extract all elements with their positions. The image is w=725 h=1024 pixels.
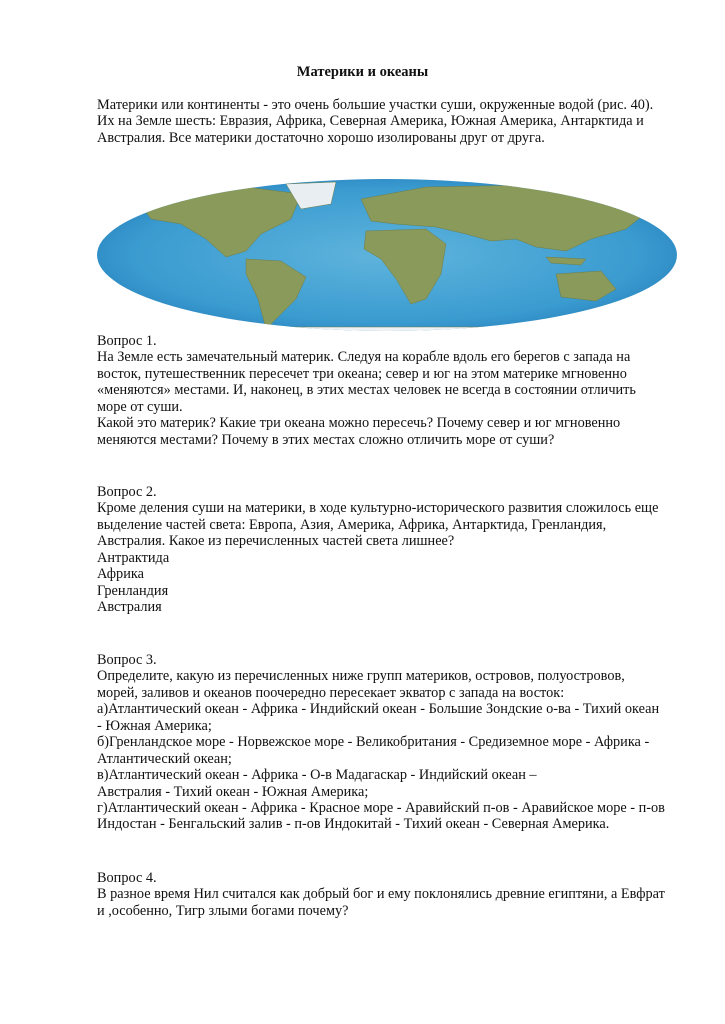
text-line: меняются местами? Почему в этих местах сложно отличить море от суши? xyxy=(97,431,555,448)
text-line: море от суши. xyxy=(97,398,183,415)
text-line: Определите, какую из перечисленных ниже групп материков, островов, полуостровов, xyxy=(97,668,625,685)
text-line: Австралия. Какое из перечисленных частей света лишнее? xyxy=(97,533,455,550)
answer-option: б)Гренландское море - Норвежское море - Великобритания - Средиземное море - Африка - xyxy=(97,734,650,751)
answer-option: - Южная Америка; xyxy=(97,717,212,734)
question-heading: Вопрос 4. xyxy=(97,870,157,886)
answer-option: Африка xyxy=(97,566,144,583)
text-line: восток, путешественник пересечет три океана; север и юг на этом материке мгновенно xyxy=(97,365,627,382)
text-line: морей, заливов и океанов поочередно пересекает экватор с запада на восток: xyxy=(97,684,565,701)
text-line: В разное время Нил считался как добрый бог и ему поклонялись древние египтяни, а Евфрат xyxy=(97,886,665,903)
question-1 xyxy=(97,333,636,448)
page-title: Материки и океаны xyxy=(296,64,429,80)
text-line: выделение частей света: Европа, Азия, Америка, Африка, Антарктида, Гренландия, xyxy=(97,516,607,533)
text-line: Материки или континенты - это очень большие участки суши, окруженные водой (рис. 40). xyxy=(97,97,654,113)
question-heading: Вопрос 3. xyxy=(97,652,157,668)
answer-option: г)Атлантический океан - Африка - Красное море - Аравийский п-ов - Аравийское море - п-ов xyxy=(97,799,665,816)
answer-option: Гренландия xyxy=(97,582,169,599)
antarctica xyxy=(116,327,656,332)
answer-option: Австралия xyxy=(97,599,162,616)
text-line: Кроме деления суши на материки, в ходе культурно-исторического развития сложилось еще xyxy=(97,500,659,517)
answer-option: Атлантический океан; xyxy=(97,750,232,767)
question-3 xyxy=(97,652,665,833)
question-heading: Вопрос 2. xyxy=(97,484,157,500)
question-heading: Вопрос 1. xyxy=(97,333,157,349)
text-line: «меняются» местами. И, наконец, в этих местах человек не всегда в состоянии отличить xyxy=(97,382,636,399)
text-line: Какой это материк? Какие три океана можно пересечь? Почему север и юг мгновенно xyxy=(97,415,621,432)
answer-option: Антрактида xyxy=(97,549,170,566)
question-4 xyxy=(97,870,665,919)
answer-option: в)Атлантический океан - Африка - О-в Мадагаскар - Индийский океан – xyxy=(97,767,537,784)
text-line: и ,особенно, Тигр злыми богами почему? xyxy=(97,902,349,919)
intro-paragraph xyxy=(97,97,653,146)
text-line: Их на Земле шесть: Евразия, Африка, Северная Америка, Южная Америка, Антарктида и xyxy=(97,113,644,130)
world-map-image xyxy=(96,179,678,332)
answer-option: Индостан - Бенгальский залив - п-ов Индокитай - Тихий океан - Северная Америка. xyxy=(97,816,610,833)
answer-option: Австралия - Тихий океан - Южная Америка; xyxy=(97,783,369,800)
text-line: Австралия. Все материки достаточно хорошо изолированы друг от друга. xyxy=(97,129,545,146)
answer-option: а)Атлантический океан - Африка - Индийский океан - Большие Зондские о-ва - Тихий океан xyxy=(97,701,660,718)
text-line: На Земле есть замечательный материк. Следуя на корабле вдоль его берегов с запада на xyxy=(97,349,631,366)
question-2 xyxy=(97,484,658,616)
